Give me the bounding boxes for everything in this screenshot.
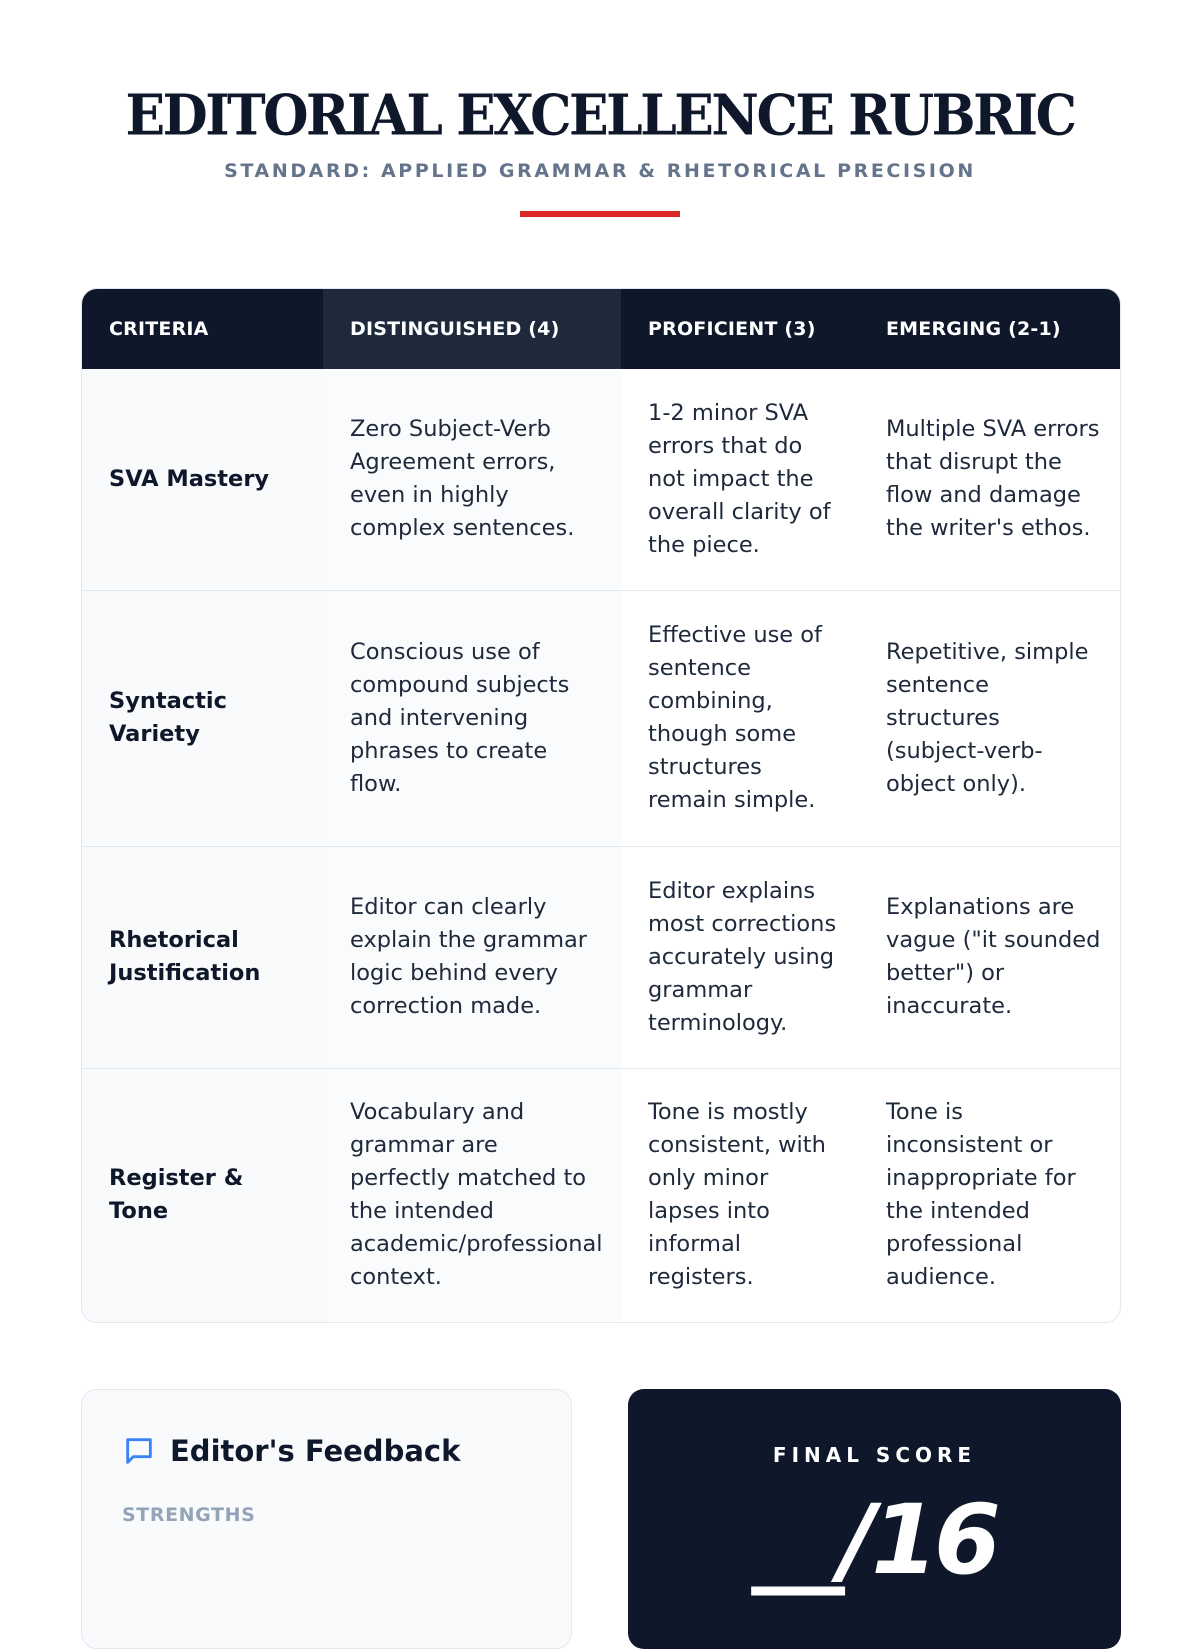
final-score-card — [628, 1389, 1121, 1649]
emerging-cell: Tone is inconsistent or inappropriate for the intended professional audience. — [859, 1068, 1120, 1322]
criteria-cell: SVA Mastery — [82, 369, 323, 590]
emerging-cell: Repetitive, simple sentence structures (subject-verb-object only). — [859, 590, 1120, 846]
final-score-label: FINAL SCORE — [772, 1443, 977, 1467]
feedback-title: Editor's Feedback — [170, 1434, 461, 1468]
emerging-cell: Multiple SVA errors that disrupt the flow and damage the writer's ethos. — [886, 416, 1100, 542]
proficient-cell: Tone is mostly consistent, with only minor lapses into informal registers. — [621, 1068, 859, 1322]
rubric-table-card — [81, 288, 1121, 1323]
proficient-cell: Editor explains most corrections accurately using grammar terminology. — [621, 846, 859, 1068]
distinguished-cell: Zero Subject-Verb Agreement errors, even in highly complex sentences. — [323, 369, 621, 590]
rubric-row — [82, 369, 1120, 590]
rubric-table — [82, 289, 1120, 1322]
column-header-distinguished: DISTINGUISHED (4) — [323, 289, 621, 369]
page-header — [0, 80, 1200, 217]
proficient-cell: 1-2 minor SVA errors that do not impact the overall clarity of the piece. — [648, 399, 831, 558]
rubric-row — [82, 846, 1120, 1068]
feedback-heading — [122, 1434, 460, 1468]
emerging-cell: Explanations are vague ("it sounded better") or inaccurate. — [859, 846, 1120, 1068]
criteria-cell: Register & Tone — [82, 1068, 323, 1322]
distinguished-cell: Vocabulary and grammar are perfectly matched to the intended academic/professional context. — [323, 1068, 621, 1322]
page-subtitle: STANDARD: APPLIED GRAMMAR & RHETORICAL PRECISION — [224, 160, 976, 182]
strengths-label: STRENGTHS — [122, 1504, 256, 1526]
page-title: EDITORIAL EXCELLENCE RUBRIC — [125, 82, 1075, 149]
final-score-value: __/16 — [752, 1484, 997, 1596]
proficient-cell: Effective use of sentence combining, though some structures remain simple. — [621, 590, 859, 846]
distinguished-cell: Editor can clearly explain the grammar logic behind every correction made. — [323, 846, 621, 1068]
rubric-row — [82, 590, 1120, 846]
column-header-criteria: CRITERIA — [82, 289, 323, 369]
rubric-header-row — [82, 289, 1120, 369]
column-header-proficient: PROFICIENT (3) — [621, 289, 859, 369]
criteria-cell: Syntactic Variety — [82, 590, 323, 846]
column-header-emerging: EMERGING (2-1) — [859, 289, 1120, 369]
editor-feedback-card — [81, 1389, 572, 1649]
message-square-icon — [122, 1434, 156, 1468]
title-accent-divider — [520, 211, 680, 217]
distinguished-cell: Conscious use of compound subjects and intervening phrases to create flow. — [323, 590, 621, 846]
criteria-cell: Rhetorical Justification — [82, 846, 323, 1068]
rubric-row — [82, 1068, 1120, 1322]
